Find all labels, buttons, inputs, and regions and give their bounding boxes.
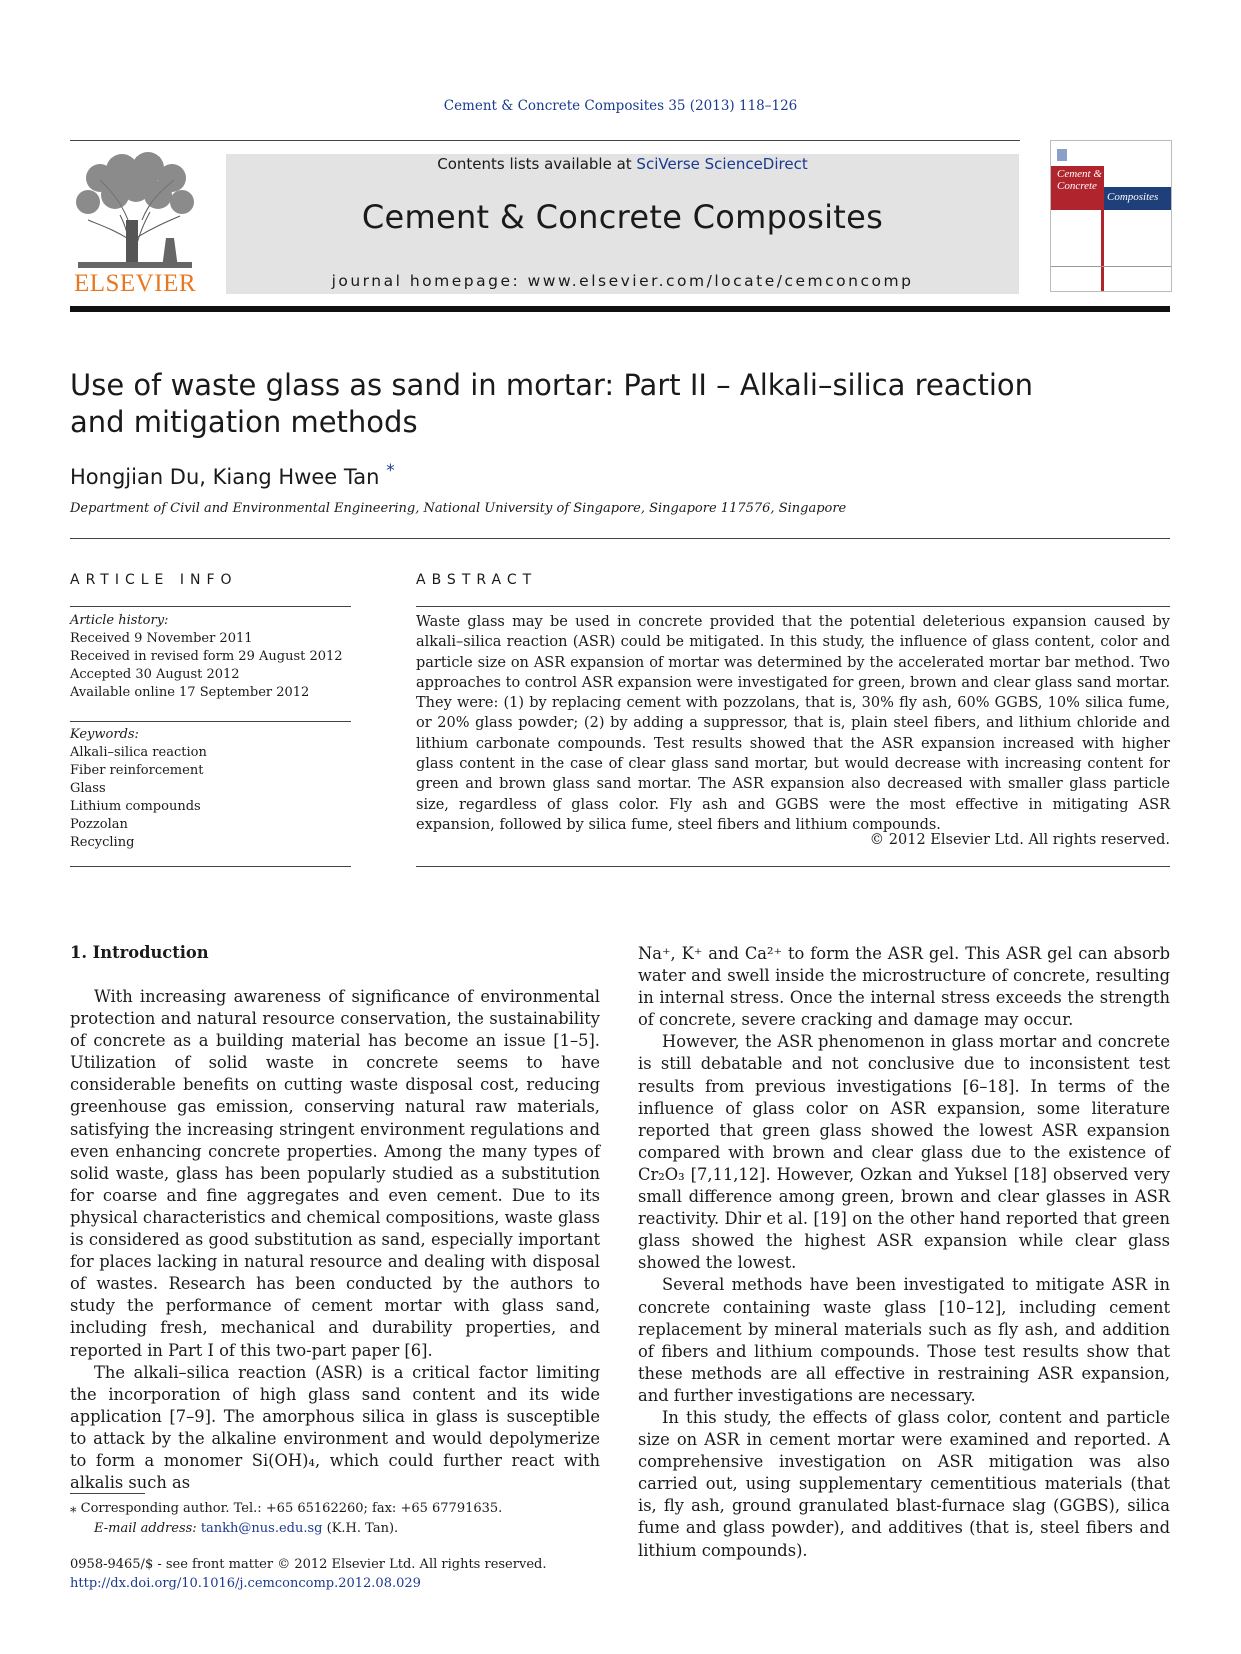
abstract-heading: ABSTRACT — [416, 572, 538, 588]
history-item: Received 9 November 2011 — [70, 631, 253, 646]
cover-title-line2: Concrete — [1057, 180, 1097, 192]
author-list — [70, 461, 395, 489]
keywords-rule — [70, 721, 351, 722]
body-paragraph: With increasing awareness of significance of environmental protection and natural resource conservation, the sustainability of concrete as a building material has become an issue [1–5]. Utilization of solid waste in concrete seems to have considerable benefits on cutting waste disposal cost, reducing greenhouse gas emission, conserving natural raw materials, satisfying the increasing stringent environment regulations and even enhancing concrete properties. Among the many types of solid waste, glass has been popularly studied as a substitution for coarse and fine aggregates and even cement. Due to its physical characteristics and chemical compositions, waste glass is considered as good substitution as sand, especially important for places lacking in natural resource and dealing with disposal of wastes. Research has been conducted by the authors to study the performance of cement mortar with glass sand, including fresh, mechanical and durability properties, and reported in Part I of this two-part paper [6]. — [70, 987, 600, 1360]
footnote-rule — [70, 1493, 145, 1494]
section-heading-introduction: 1. Introduction — [70, 943, 209, 962]
sciencedirect-link[interactable]: SciVerse ScienceDirect — [636, 155, 808, 173]
keyword-item: Alkali–silica reaction — [70, 745, 207, 760]
title-line-2: and mitigation methods — [70, 405, 418, 439]
body-column-right — [638, 943, 1170, 1562]
article-info-rule — [70, 606, 351, 607]
affiliation-rule — [70, 538, 1170, 539]
article-history — [70, 612, 343, 702]
header-thick-rule — [70, 306, 1170, 312]
header-rule — [70, 140, 1020, 141]
article-info-bottom-rule — [70, 866, 351, 867]
abstract-text: Waste glass may be used in concrete provided that the potential deleterious expansion caused by alkali–silica reaction (ASR) could be mitigated. In this study, the influence of glass content, color and particle size on ASR expansion of mortar was determined by the accelerated mortar bar method. Two approaches to control ASR expansion were investigated for green, brown and clear glass sand mortar. They were: (1) by replacing cement with pozzolans, that is, 30% fly ash, 60% GGBS, 10% silica fume, or 20% glass powder; (2) by adding a suppressor, that is, plain steel fibers, and lithium chloride and lithium carbonate compounds. Test results showed that the ASR expansion increased with higher glass content in the case of clear glass sand mortar, but would decrease with increasing content for green and brown glass sand mortar. The ASR expansion also decreased with smaller glass particle size, regardless of glass color. Fly ash and GGBS were the most effective in mitigating ASR expansion, followed by silica fume, steel fibers and lithium compounds. — [416, 614, 1170, 833]
keyword-item: Recycling — [70, 835, 135, 850]
keyword-item: Fiber reinforcement — [70, 763, 204, 778]
email-suffix: (K.H. Tan). — [326, 1521, 399, 1536]
journal-homepage[interactable]: journal homepage: www.elsevier.com/locate/cemconcomp — [331, 272, 914, 290]
history-label: Article history: — [70, 613, 169, 628]
abstract-rule — [416, 606, 1170, 607]
body-paragraph: Several methods have been investigated to mitigate ASR in concrete containing waste glass [10–12], including cement replacement by mineral materials such as fly ash, and addition of fibers and lithium compounds. Those test results show that these methods are all effective in restraining ASR expansion, and further investigations are necessary. — [638, 1275, 1170, 1405]
keywords-label: Keywords: — [70, 727, 139, 742]
article-title — [70, 367, 1070, 441]
journal-title: Cement & Concrete Composites — [361, 198, 884, 236]
affiliation: Department of Civil and Environmental Engineering, National University of Singapore, Singapore 117576, Singapore — [70, 501, 847, 516]
contents-line — [226, 155, 1019, 173]
article-info-heading: ARTICLE INFO — [70, 572, 238, 588]
corresponding-footnote — [70, 1499, 502, 1519]
cover-logo-mark — [1057, 149, 1067, 161]
issn-line: 0958-9465/$ - see front matter © 2012 Elsevier Ltd. All rights reserved. — [70, 1557, 547, 1572]
corresponding-text: Corresponding author. Tel.: +65 65162260; fax: +65 67791635. — [80, 1501, 503, 1516]
authors: Hongjian Du, Kiang Hwee Tan — [70, 465, 380, 489]
cover-title-text — [1057, 168, 1102, 192]
history-item: Accepted 30 August 2012 — [70, 667, 240, 682]
email-footnote — [70, 1519, 502, 1539]
cover-title-line3: Composites — [1107, 191, 1159, 203]
body-paragraph: Na⁺, K⁺ and Ca²⁺ to form the ASR gel. This ASR gel can absorb water and swell inside the microstructure of concrete, resulting in internal stress. Once the internal stress exceeds the strength of concrete, severe cracking and damage may occur. — [638, 944, 1170, 1030]
cover-title-line1: Cement & — [1057, 168, 1102, 180]
email-link[interactable]: tankh@nus.edu.sg — [200, 1521, 323, 1536]
elsevier-wordmark: ELSEVIER — [73, 270, 197, 297]
history-item: Available online 17 September 2012 — [70, 685, 310, 700]
body-paragraph: In this study, the effects of glass color, content and particle size on ASR in cement mortar were examined and reported. A comprehensive investigation on ASR mitigation was also carried out, using supplementary cementitious materials (that is, fly ash, ground granulated blast-furnace slag (GGBS), silica fume and glass powder), and additives (that is, steel fibers and lithium compounds). — [638, 1407, 1170, 1560]
contents-prefix: Contents lists available at — [437, 155, 637, 173]
footnote — [70, 1499, 502, 1539]
body-column-left — [70, 986, 600, 1494]
email-label: E-mail address: — [94, 1521, 197, 1536]
history-item: Received in revised form 29 August 2012 — [70, 649, 343, 664]
title-line-1: Use of waste glass as sand in mortar: Part II – Alkali–silica reaction — [70, 368, 1034, 402]
abstract-bottom-rule — [416, 866, 1170, 867]
keywords — [70, 726, 207, 852]
issn-block — [70, 1555, 546, 1593]
body-paragraph: The alkali–silica reaction (ASR) is a critical factor limiting the incorporation of high glass sand content and its wide application [7–9]. The amorphous silica in glass is susceptible to attack by the alkaline environment and would depolymerize to form a monomer Si(OH)₄, which could further react with alkalis such as — [70, 1362, 600, 1493]
keyword-item: Pozzolan — [70, 817, 128, 832]
body-paragraph: However, the ASR phenomenon in glass mortar and concrete is still debatable and not conclusive due to inconsistent test results from previous investigations [6–18]. In terms of the influence of glass color on ASR expansion, some literature reported that green glass showed the lowest ASR expansion compared with brown and clear glass due to the existence of Cr₂O₃ [7,11,12]. However, Ozkan and Yuksel [18] observed very small difference among green, brown and clear glasses in ASR reactivity. Dhir et al. [19] on the other hand reported that green glass showed the highest ASR expansion while clear glass showed the lowest. — [638, 1032, 1170, 1273]
keyword-item: Lithium compounds — [70, 799, 201, 814]
journal-citation[interactable]: Cement & Concrete Composites 35 (2013) 118–126 — [443, 98, 798, 114]
journal-cover-thumbnail — [1050, 140, 1172, 292]
keyword-item: Glass — [70, 781, 106, 796]
corresponding-author-mark[interactable]: * — [386, 461, 395, 481]
footnote-mark: ⁎ — [70, 1501, 77, 1516]
abstract-copyright: © 2012 Elsevier Ltd. All rights reserved. — [869, 832, 1170, 848]
doi-link[interactable]: http://dx.doi.org/10.1016/j.cemconcomp.2012.08.029 — [70, 1576, 421, 1591]
cover-rule — [1051, 266, 1171, 267]
